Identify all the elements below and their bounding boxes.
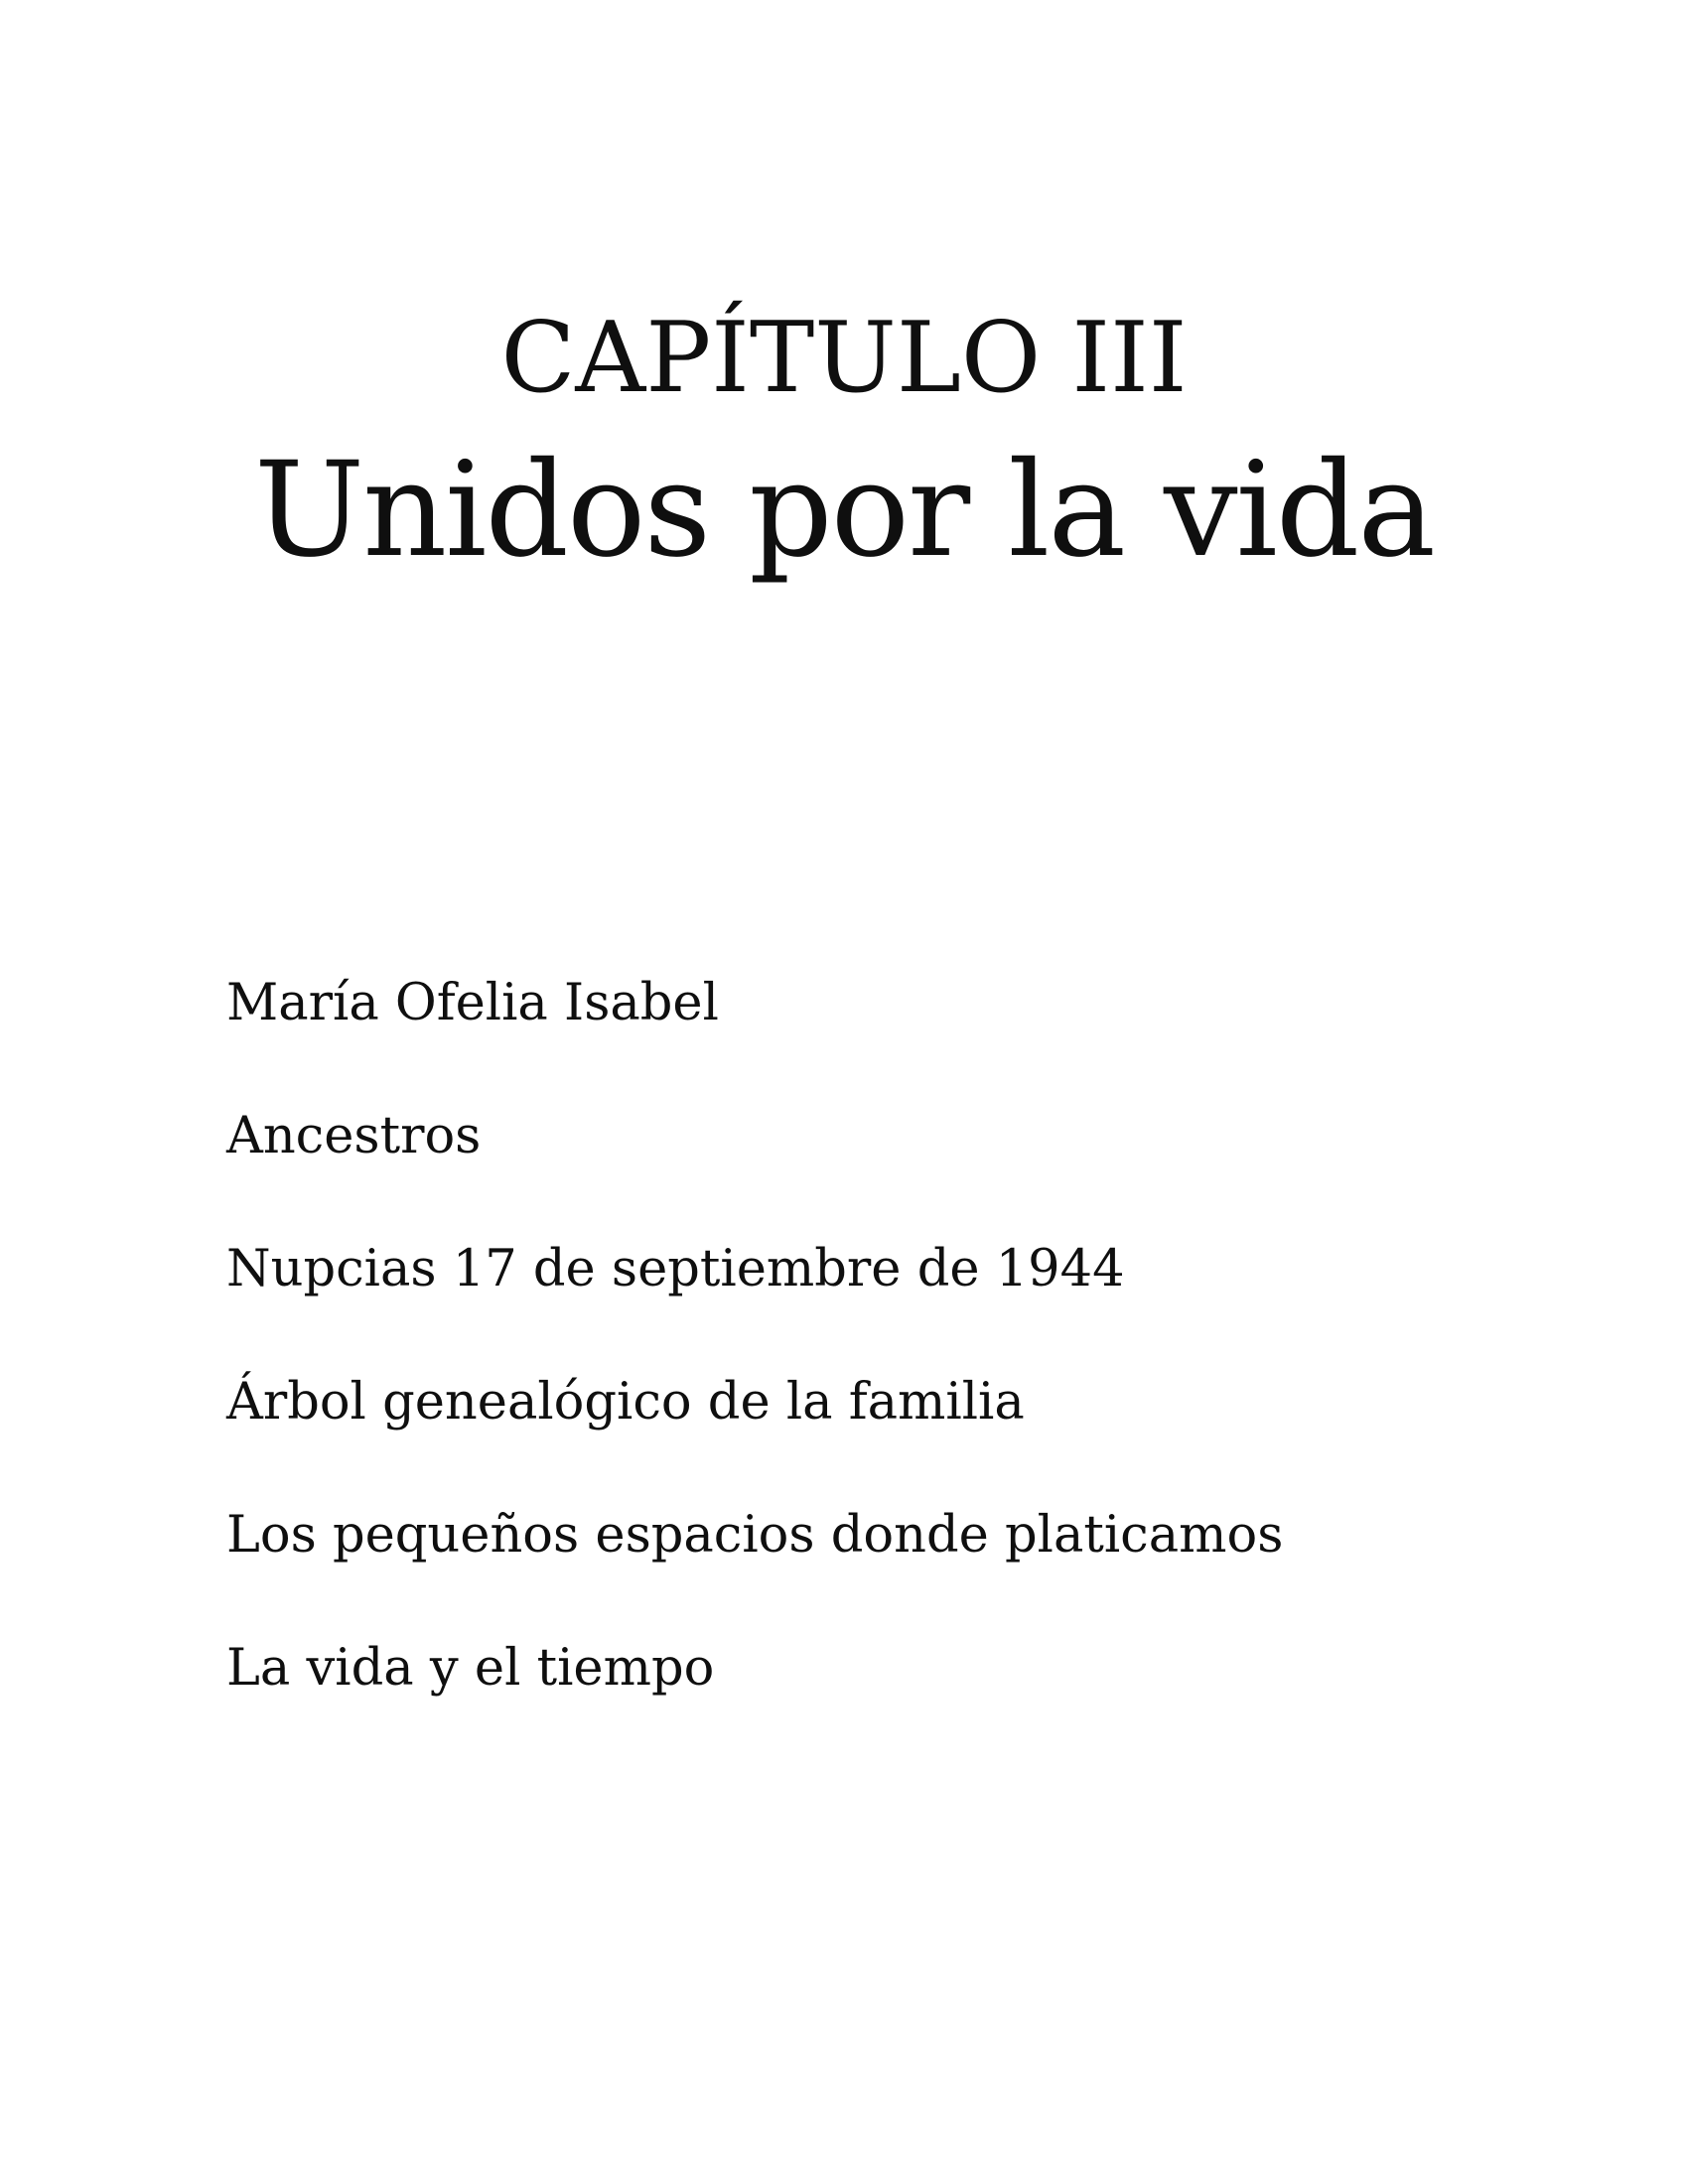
section-item-maria-ofelia-isabel: María Ofelia Isabel bbox=[226, 974, 719, 1032]
section-item-nupcias: Nupcias 17 de septiembre de 1944 bbox=[226, 1240, 1125, 1298]
chapter-title-heading: Unidos por la vida bbox=[253, 434, 1435, 587]
section-item-arbol-genealogico: Árbol genealógico de la familia bbox=[226, 1373, 1025, 1432]
section-item-pequenos-espacios: Los pequeños espacios donde platicamos bbox=[226, 1506, 1284, 1565]
section-list bbox=[226, 974, 1569, 1698]
section-item-la-vida-y-el-tiempo: La vida y el tiempo bbox=[226, 1639, 715, 1698]
chapter-number-heading: CAPÍTULO III bbox=[500, 302, 1188, 415]
section-item-ancestros: Ancestros bbox=[226, 1107, 482, 1165]
